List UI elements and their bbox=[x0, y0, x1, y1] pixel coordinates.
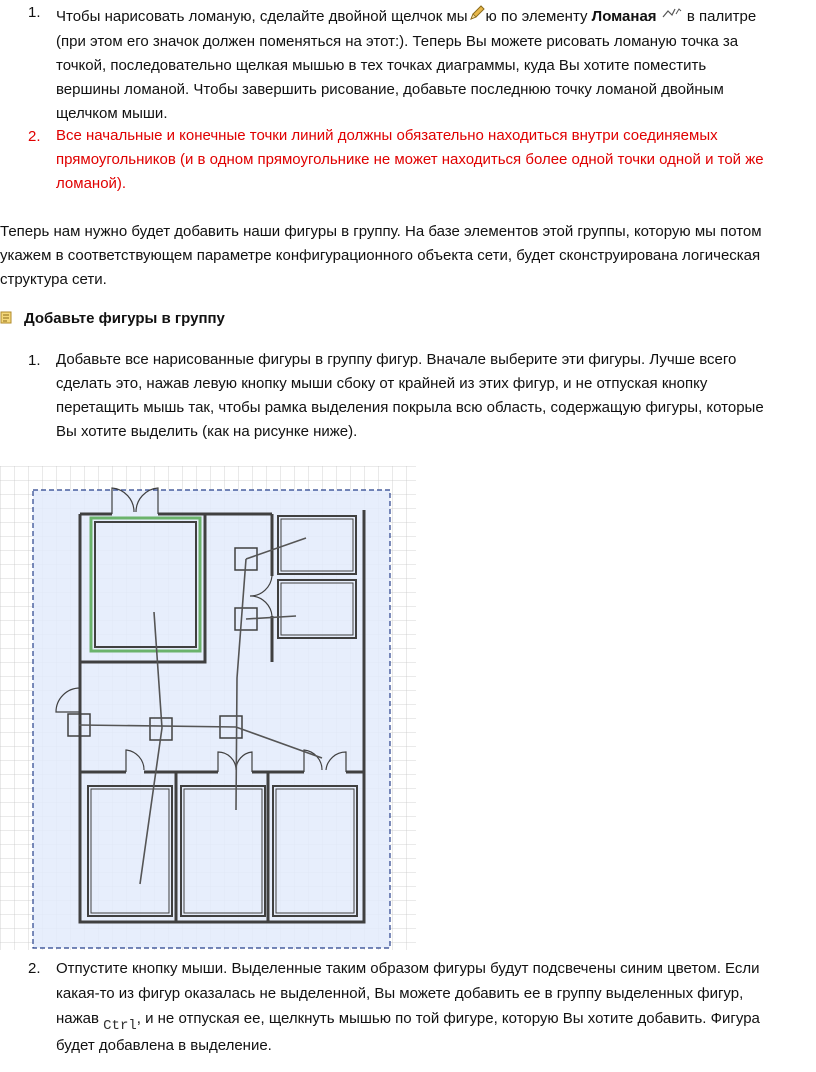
polyline-label: Ломаная bbox=[591, 7, 657, 25]
list2-item1-text: Добавьте все нарисованные фигуры в группу фигур. Вначале выберите эти фигуры. Лучше всего сделать это, нажав левую кнопку мыши сбоку от крайней из этих фигур, и не отпуская кнопку перетащить мышь так, чтобы рамка выделения покрыла всю область, содержащую фигуры, которые Вы хотите выделить (как на рисунке ниже). bbox=[56, 351, 764, 440]
note-icon bbox=[0, 311, 12, 324]
polyline-icon bbox=[661, 5, 683, 29]
list2-item1-number: 1. bbox=[28, 352, 41, 369]
list1-item1-text-b: ю по элементу bbox=[485, 7, 588, 25]
selection-rectangle[interactable] bbox=[33, 490, 390, 948]
list2-item2-text-a: Отпустите кнопку мыши. Выделенные таким образом фигуры будут подсвечены синим цветом. Если какая-то из фигур оказалась не выделенной, Вы можете добавить ее в группу выделенных фигур, нажав bbox=[56, 960, 760, 1027]
list1-item1-text bbox=[56, 4, 771, 126]
list1-item2-text: Все начальные и конечные точки линий должны обязательно находиться внутри соединяемых прямоугольников (и в одном прямоугольнике не может находиться более одной точки одной и той же ломаной). bbox=[56, 127, 764, 192]
list2-item2-text-b: , и не отпуская ее, щелкнуть мышью по той фигуре, которую Вы хотите добавить. Фигура будет добавлена в выделение. bbox=[56, 1010, 760, 1054]
list1-item1-text-a: Чтобы нарисовать ломаную, сделайте двойной щелчок мы bbox=[56, 7, 468, 25]
ctrl-key: Ctrl bbox=[103, 1018, 137, 1034]
pencil-icon bbox=[468, 4, 486, 30]
section-heading: Добавьте фигуры в группу bbox=[24, 310, 225, 327]
list1-item1-text-c: в палитре (при этом его значок должен поменяться на этот: bbox=[56, 7, 757, 50]
intro-paragraph: Теперь нам нужно будет добавить наши фигуры в группу. На базе элементов этой группы, которую мы потом укажем в соответствующем параметре конфигурационного объекта сети, будет сконструирована логическая структура сети. bbox=[0, 223, 762, 288]
list1-item1-number: 1. bbox=[28, 4, 41, 21]
list1-item1-text-d: ). Теперь Вы можете рисовать ломаную точка за точкой, последовательно щелкая мышью в тех точках диаграммы, куда Вы хотите поместить вершины ломаной. Чтобы завершить рисование, добавьте последнюю точку ломаной двойным щелчком мыши. bbox=[56, 33, 739, 122]
list2-item2-text bbox=[56, 956, 766, 1058]
floor-plan-figure bbox=[0, 466, 416, 950]
list1-item2-number: 2. bbox=[28, 128, 41, 145]
list2-item2-number: 2. bbox=[28, 960, 41, 977]
